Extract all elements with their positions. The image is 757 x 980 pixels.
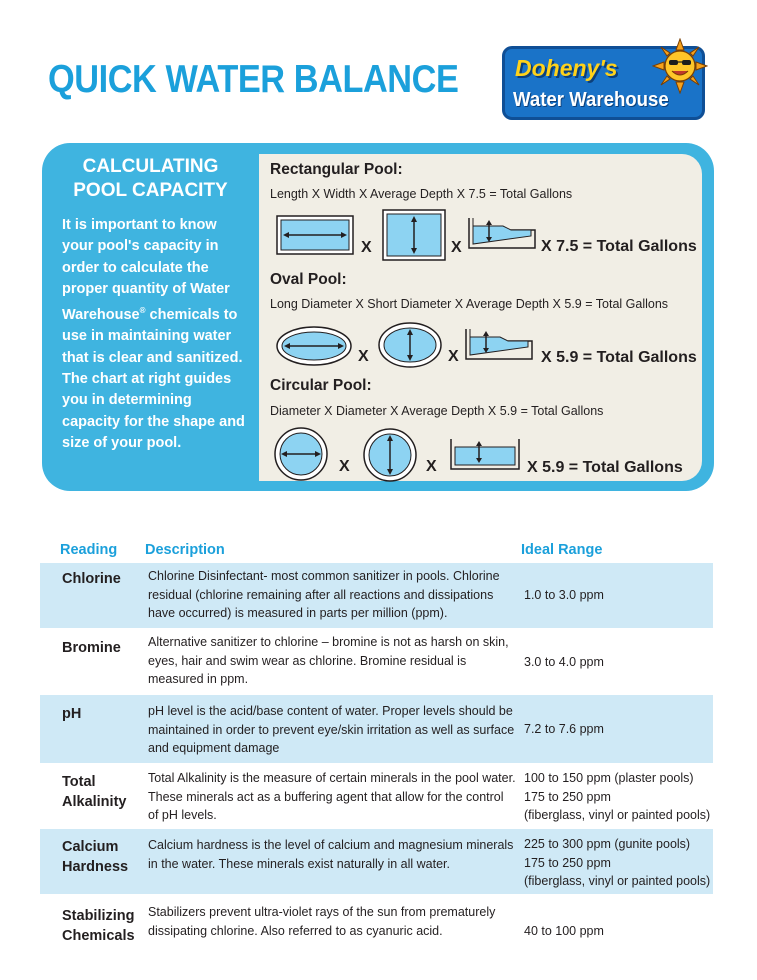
multiply-sign: X bbox=[448, 348, 459, 365]
range-line: (fiberglass, vinyl or painted pools) bbox=[524, 808, 711, 822]
reading-description: pH level is the acid/base content of water. Proper levels should be maintained in order to prevent eye/skin irritation as well as surface and equipment damage bbox=[148, 704, 515, 755]
reading-name: Calcium Hardness bbox=[62, 839, 129, 875]
range-line: 40 to 100 ppm bbox=[524, 924, 604, 938]
rectangle-length-icon bbox=[276, 215, 354, 255]
oval-result: X 5.9 = Total Gallons bbox=[541, 349, 697, 366]
reading-description: Alternative sanitizer to chlorine – bromine is not as harsh on skin, eyes, hair and swim wear as chlorine. Bromine residual is measured in ppm. bbox=[148, 635, 509, 686]
doheny-logo bbox=[502, 42, 712, 120]
capacity-heading-line2: POOL CAPACITY bbox=[73, 180, 228, 201]
column-header-description: Description bbox=[145, 542, 225, 558]
rectangle-width-icon bbox=[382, 209, 446, 261]
multiply-sign: X bbox=[339, 458, 350, 475]
reading-name: Total Alkalinity bbox=[62, 774, 127, 810]
circle-diameter-icon bbox=[274, 427, 328, 481]
reading-description: Calcium hardness is the level of calcium and magnesium minerals in the water. These minerals exist naturally in all water. bbox=[148, 838, 514, 871]
reading-description: Chlorine Disinfectant- most common sanitizer in pools. Chlorine residual (chlorine remaining after all reactions and dissipations have occurred) is measured in parts per million (ppm). bbox=[148, 569, 500, 620]
ideal-range bbox=[524, 835, 714, 891]
multiply-sign: X bbox=[358, 348, 369, 365]
pool-depth-icon bbox=[464, 325, 534, 361]
table-row bbox=[40, 695, 713, 763]
capacity-text-1: It is important to know your pool's capacity in order to calculate the proper quantity of Water Warehouse bbox=[62, 217, 230, 324]
circular-result: X 5.9 = Total Gallons bbox=[527, 459, 683, 476]
table-row bbox=[40, 630, 713, 693]
capacity-heading-line1: CALCULATING bbox=[82, 156, 219, 177]
reading-name: Chlorine bbox=[62, 571, 121, 587]
reading-description: Stabilizers prevent ultra-violet rays of the sun from prematurely dissipating chlorine. Also referred to as cyanuric acid. bbox=[148, 905, 496, 938]
range-line: 1.0 to 3.0 ppm bbox=[524, 588, 604, 602]
logo-subtitle-text: Water Warehouse bbox=[513, 89, 669, 111]
ideal-range bbox=[524, 922, 714, 941]
table-row bbox=[40, 765, 713, 827]
oval-length-icon bbox=[276, 326, 352, 366]
capacity-description bbox=[62, 215, 252, 454]
pool-depth-icon bbox=[467, 214, 537, 250]
reading-name: Stabilizing Chemicals bbox=[62, 908, 135, 944]
reading-description: Total Alkalinity is the measure of certain minerals in the pool water. These minerals act as a buffering agent that allow for the control of pH levels. bbox=[148, 771, 516, 822]
pool-depth-flat-icon bbox=[449, 435, 521, 471]
multiply-sign: X bbox=[361, 239, 372, 256]
column-header-reading: Reading bbox=[60, 542, 118, 558]
table-row bbox=[40, 563, 713, 628]
table-row bbox=[40, 829, 713, 894]
multiply-sign: X bbox=[426, 458, 437, 475]
range-line: 3.0 to 4.0 ppm bbox=[524, 655, 604, 669]
rectangular-pool-label: Rectangular Pool: bbox=[270, 161, 403, 178]
registered-mark: ® bbox=[139, 306, 146, 316]
page-title: QUICK WATER BALANCE bbox=[48, 58, 459, 101]
circular-pool-label: Circular Pool: bbox=[270, 377, 372, 394]
range-line: 100 to 150 ppm (plaster pools) bbox=[524, 771, 694, 785]
range-line: 175 to 250 ppm bbox=[524, 855, 611, 870]
ideal-range bbox=[524, 586, 714, 605]
multiply-sign: X bbox=[451, 239, 462, 256]
circle-diameter-vertical-icon bbox=[363, 427, 417, 483]
capacity-text-2: chemicals to use in maintaining water that is clear and sanitized. The chart at right guides you in determining capacity for the shape and size of your pool. bbox=[62, 307, 245, 451]
rectangular-result: X 7.5 = Total Gallons bbox=[541, 238, 697, 255]
reading-name: pH bbox=[62, 706, 82, 722]
ideal-range bbox=[524, 720, 714, 739]
range-line: 175 to 250 ppm bbox=[524, 789, 611, 804]
range-line: 225 to 300 ppm (gunite pools) bbox=[524, 837, 691, 851]
rectangular-pool-formula: Length X Width X Average Depth X 7.5 = Total Gallons bbox=[270, 187, 573, 201]
range-line: (fiberglass, vinyl or painted pools) bbox=[524, 874, 711, 888]
pool-formulas-area bbox=[259, 154, 702, 481]
column-header-range: Ideal Range bbox=[521, 542, 603, 558]
ideal-range bbox=[524, 769, 714, 825]
oval-pool-label: Oval Pool: bbox=[270, 271, 347, 288]
pool-capacity-panel bbox=[42, 143, 714, 491]
capacity-heading bbox=[42, 155, 259, 203]
logo-brand-text: Doheny's bbox=[515, 55, 618, 81]
ideal-range bbox=[524, 653, 714, 672]
range-line: 7.2 to 7.6 ppm bbox=[524, 722, 604, 736]
table-row bbox=[40, 898, 713, 958]
oval-pool-formula: Long Diameter X Short Diameter X Average Depth X 5.9 = Total Gallons bbox=[270, 297, 669, 311]
sun-mascot-icon bbox=[652, 38, 708, 94]
circular-pool-formula: Diameter X Diameter X Average Depth X 5.9 = Total Gallons bbox=[270, 404, 604, 418]
oval-width-icon bbox=[378, 322, 442, 368]
reading-name: Bromine bbox=[62, 640, 121, 656]
